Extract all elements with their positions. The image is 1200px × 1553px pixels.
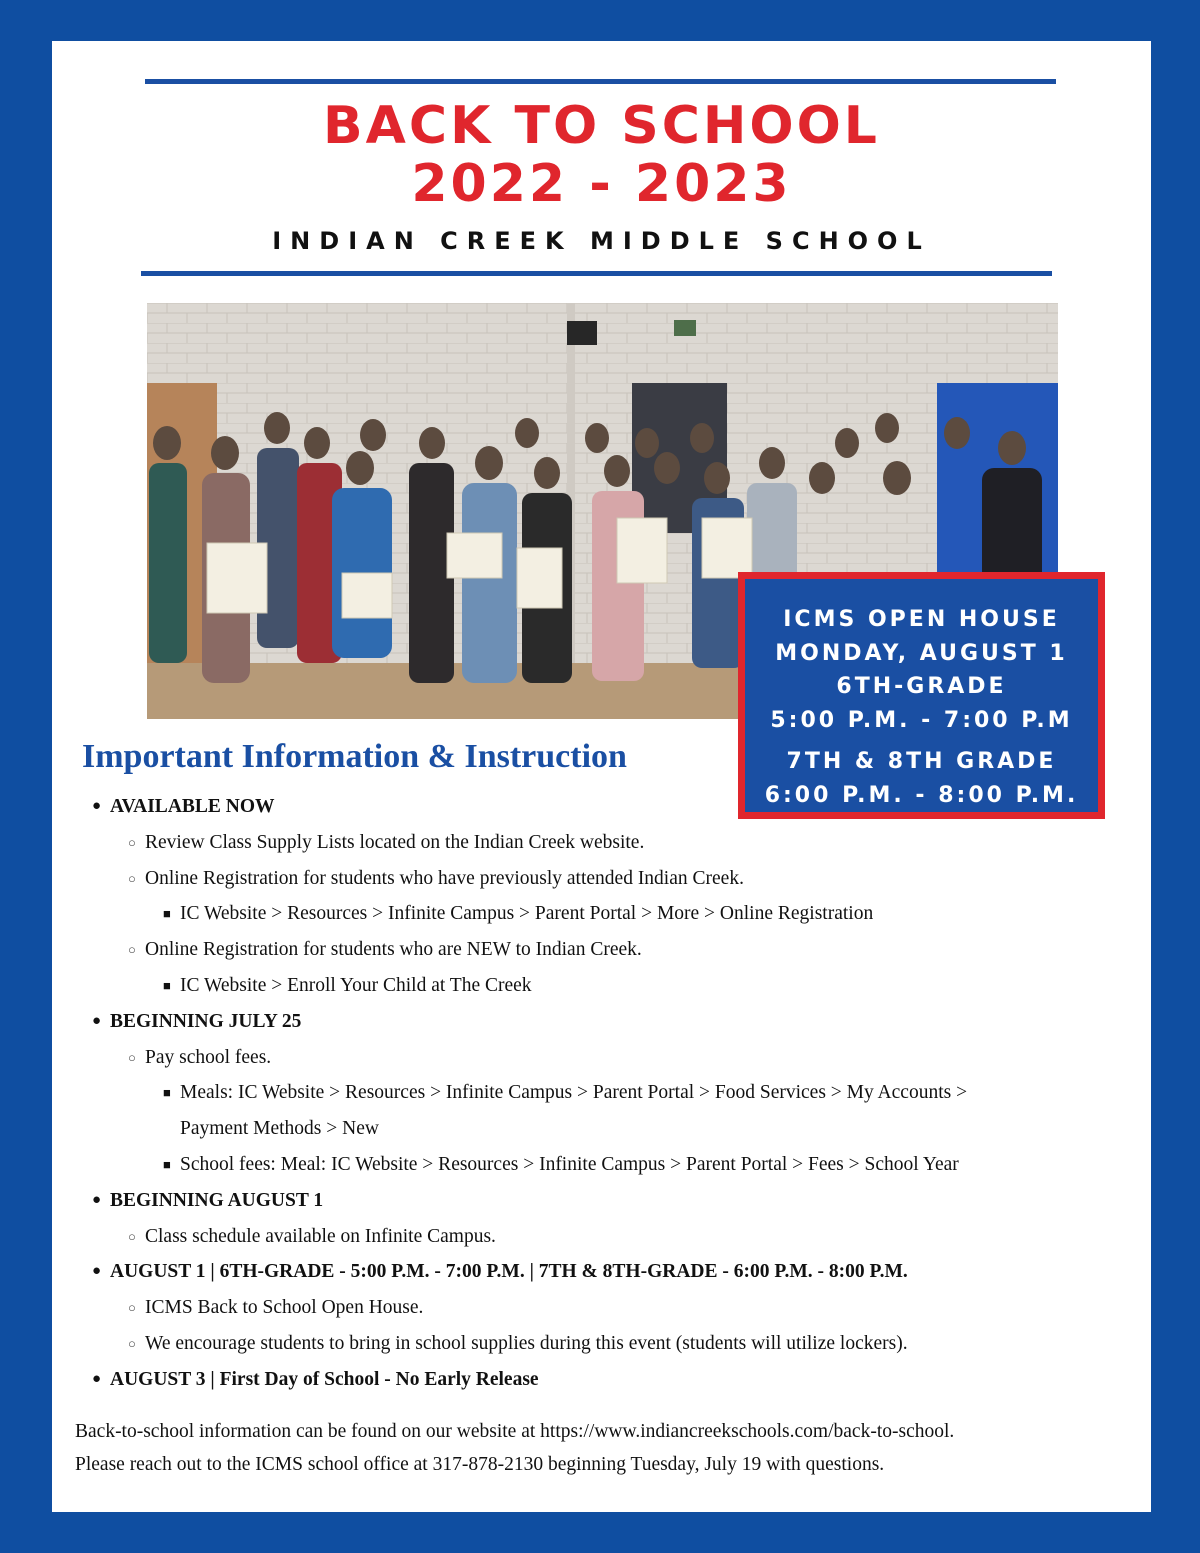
list-item-text: Online Registration for students who have previously attended Indian Creek. <box>145 867 744 889</box>
open-house-title: ICMS OPEN HOUSE <box>783 607 1060 632</box>
open-house-callout <box>738 572 1105 819</box>
list-item-level-2 <box>92 861 1132 897</box>
list-item-text: IC Website > Enroll Your Child at The Creek <box>180 974 532 996</box>
bullet-icon: ● <box>92 798 102 814</box>
list-item-level-3 <box>92 1075 1132 1111</box>
list-item-level-2 <box>92 825 1132 861</box>
bullet-icon: ● <box>92 1263 102 1280</box>
bullet-icon: ■ <box>163 1156 171 1172</box>
list-item-text: Review Class Supply Lists located on the Indian Creek website. <box>145 831 645 853</box>
list-item-level-2 <box>92 932 1132 968</box>
list-item-text: Meals: IC Website > Resources > Infinite Campus > Parent Portal > Food Services > My Accounts > <box>180 1082 968 1104</box>
bullet-icon: ● <box>92 1370 102 1387</box>
list-item-text: AVAILABLE NOW <box>110 796 275 817</box>
open-house-time-6: 5:00 P.M. - 7:00 P.M <box>770 707 1073 733</box>
list-item-text: We encourage students to bring in school supplies during this event (students will utilize lockers). <box>145 1332 908 1354</box>
bullet-icon: ■ <box>163 977 171 993</box>
list-item-text: IC Website > Resources > Infinite Campus > Parent Portal > More > Online Registration <box>180 903 874 925</box>
bullet-icon: ● <box>92 1191 102 1208</box>
list-item-level-1 <box>92 789 1132 825</box>
list-item-level-1 <box>92 1254 1132 1290</box>
list-item-text: BEGINNING JULY 25 <box>110 1010 302 1032</box>
information-list <box>92 789 1132 1398</box>
list-item-text: Pay school fees. <box>145 1046 272 1068</box>
list-item-level-3 <box>92 968 1132 1004</box>
list-item-text: AUGUST 3 | First Day of School - No Early Release <box>110 1368 539 1390</box>
title-line-1: BACK TO SCHOOL <box>323 96 880 156</box>
open-house-date: MONDAY, AUGUST 1 <box>775 640 1068 666</box>
open-house-grade-78: 7TH & 8TH GRADE <box>786 749 1057 774</box>
bullet-icon: ○ <box>128 870 136 886</box>
footer-website-line: Back-to-school information can be found on our website at https://www.indiancreekschools.com/back-to-school. <box>75 1421 955 1442</box>
title-line-2: 2022 - 2023 <box>411 154 792 214</box>
bullet-icon: ● <box>92 1012 102 1029</box>
bullet-icon: ■ <box>163 1085 171 1101</box>
list-item-level-2 <box>92 1290 1132 1326</box>
bullet-icon: ○ <box>128 942 136 958</box>
list-item-level-1 <box>92 1183 1132 1219</box>
footer-notes <box>75 1415 1135 1481</box>
list-item-level-1 <box>92 1004 1132 1040</box>
bullet-icon: ○ <box>128 1228 136 1244</box>
list-item-continuation: Payment Methods > New <box>180 1118 379 1140</box>
list-item-level-2 <box>92 1040 1132 1076</box>
bullet-icon: ○ <box>128 1300 136 1316</box>
flyer-page <box>52 41 1151 1512</box>
list-item-level-2 <box>92 1219 1132 1255</box>
bottom-rule <box>141 271 1052 276</box>
list-item-text: ICMS Back to School Open House. <box>145 1297 424 1319</box>
bullet-icon: ○ <box>128 834 136 850</box>
open-house-time-78: 6:00 P.M. - 8:00 P.M. <box>764 782 1079 808</box>
bullet-icon: ○ <box>128 1335 136 1351</box>
footer-contact-line: Please reach out to the ICMS school office at 317-878-2130 beginning Tuesday, July 19 with questions. <box>75 1454 885 1475</box>
open-house-grade-6: 6TH-GRADE <box>836 674 1007 699</box>
bullet-icon: ○ <box>128 1049 136 1065</box>
list-item-text: Class schedule available on Infinite Campus. <box>145 1225 496 1247</box>
list-item-text: School fees: Meal: IC Website > Resources > Infinite Campus > Parent Portal > Fees > School Year <box>180 1153 959 1175</box>
top-rule <box>145 79 1056 84</box>
section-heading: Important Information & Instruction <box>82 738 627 775</box>
list-item-text: Online Registration for students who are NEW to Indian Creek. <box>145 939 642 961</box>
list-item-text: BEGINNING AUGUST 1 <box>110 1189 324 1211</box>
list-item-text: AUGUST 1 | 6TH-GRADE - 5:00 P.M. - 7:00 P.M. | 7TH & 8TH-GRADE - 6:00 P.M. - 8:00 P.M. <box>110 1261 908 1283</box>
list-item-level-3 <box>92 1147 1132 1183</box>
bullet-icon: ■ <box>163 906 171 922</box>
list-item-level-3 <box>92 896 1132 932</box>
school-name: INDIAN CREEK MIDDLE SCHOOL <box>272 227 931 255</box>
list-item-level-2 <box>92 1326 1132 1362</box>
list-item-level-1 <box>92 1362 1132 1398</box>
